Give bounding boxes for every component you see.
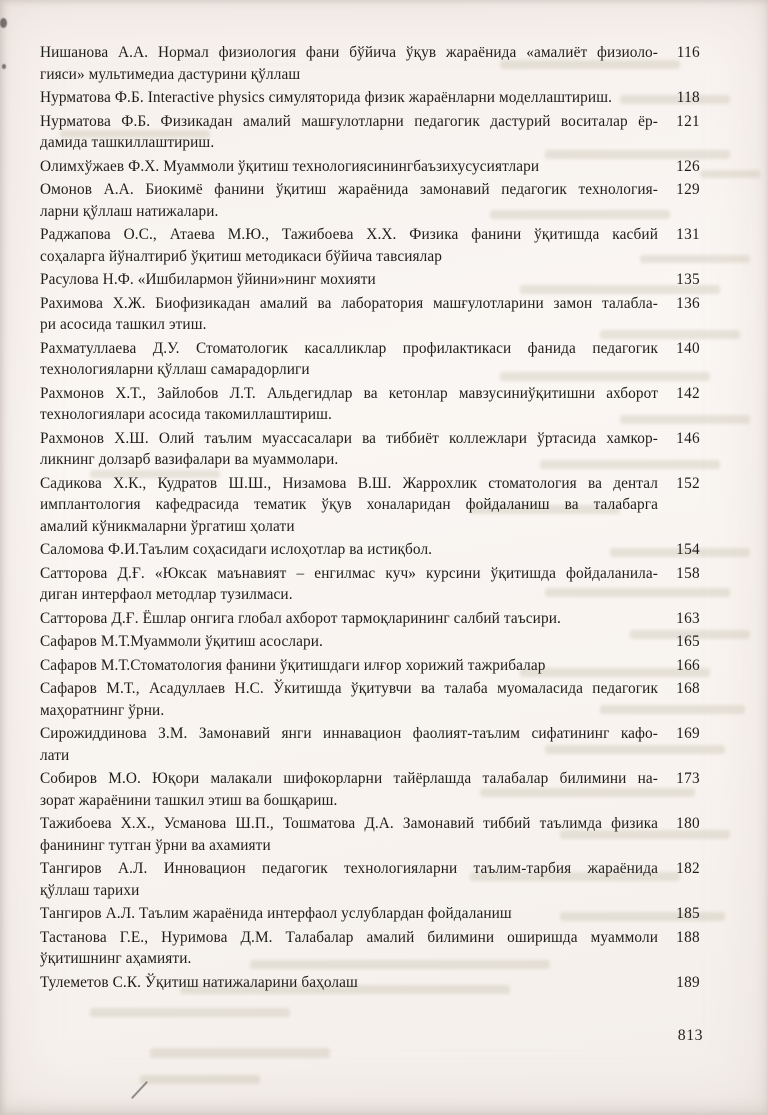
entry-line: Тангиров А.Л. Инновацион педагогик технологияларни таълим-тарбия жараёнида <box>40 860 658 877</box>
entry-line: Рахимова Х.Ж. Биофизикадан амалий ва лаборатория машғулотларини замон талабла- <box>40 294 658 312</box>
entry-line: ликнинг долзарб вазифалари ва муаммолари. <box>40 451 339 468</box>
entry-line: Нурматова Ф.Б. Interactive physics симуляторида физик жараёнларни моделлаштириш. <box>40 89 613 106</box>
entry-page-number: 136 <box>676 294 700 312</box>
entry-page-number: 180 <box>676 815 700 832</box>
entry-text <box>40 179 658 222</box>
entry-line: Расулова Н.Ф. «Ишбилармон ўйини»нинг мохияти <box>40 271 376 288</box>
entry-text <box>40 473 658 538</box>
entry-line: Раджапова О.С., Атаева М.Ю., Тажибоева Х.Х. Физика фанини ўқитишда касбий <box>40 226 658 243</box>
entry-line: Тангиров А.Л. Таълим жараёнида интерфаол услублардан фойдаланиш <box>40 905 512 922</box>
entry-page-number: 135 <box>676 271 700 288</box>
entry-text <box>40 631 658 653</box>
entry-line: ри асосида ташкил этиш. <box>40 316 207 333</box>
bleedthrough-artifact <box>140 1075 260 1084</box>
entry-line: технологияларни қўллаш самарадорлиги <box>40 361 310 378</box>
toc-entry <box>40 631 700 653</box>
entry-line: Сафаров М.Т.Муаммоли ўқитиш асослари. <box>40 633 323 650</box>
scan-speck <box>0 18 7 28</box>
entry-line: ларни қўллаш натижалари. <box>40 202 219 220</box>
entry-line: Собиров М.О. Юқори малакали шифокорларни тайёрлашда талабалар билимини на- <box>40 770 658 787</box>
entry-page-number: 168 <box>676 680 700 697</box>
entry-text <box>40 903 658 925</box>
entry-page-number: 169 <box>676 725 700 742</box>
entry-line: лати <box>40 746 70 764</box>
toc-entry <box>40 338 700 381</box>
entry-text <box>40 858 658 901</box>
entry-line: Сафаров М.Т.Стоматология фанини ўқитишдаги илғор хорижий тажрибалар <box>40 656 546 674</box>
entry-text <box>40 723 658 766</box>
bleedthrough-artifact <box>150 1048 330 1058</box>
entry-text <box>40 768 658 811</box>
entry-page-number: 140 <box>676 339 700 357</box>
toc-entry <box>40 224 700 267</box>
page-folio: 813 <box>677 1027 703 1044</box>
entry-page-number: 116 <box>676 44 700 61</box>
entry-line: Сатторова Д.Ғ. Ёшлар онгига глобал ахборот тармоқларининг салбий таъсири. <box>40 609 561 627</box>
entry-line: дамида ташкиллаштириш. <box>40 134 215 151</box>
entry-page-number: 185 <box>676 905 700 922</box>
entry-line: Саломова Ф.И.Таълим соҳасидаги ислоҳотлар ва истиқбол. <box>40 541 433 558</box>
entry-page-number: 163 <box>676 609 700 627</box>
toc-list <box>40 42 700 995</box>
entry-text <box>40 156 658 178</box>
toc-entry <box>40 813 700 856</box>
entry-line: соҳаларга йўналтириб ўқитиш методикаси бўйича тавсиялар <box>40 247 443 265</box>
toc-entry <box>40 111 700 154</box>
entry-line: Сафаров М.Т., Асадуллаев Н.С. Ўкитишда ўқитувчи ва талаба муомаласида педагогик <box>40 680 658 697</box>
entry-line: ўқитишнинг аҳамияти. <box>40 950 192 967</box>
entry-text <box>40 678 658 721</box>
toc-entry <box>40 269 700 291</box>
entry-page-number: 142 <box>676 384 700 402</box>
entry-line: Омонов А.А. Биокимё фанини ўқитиш жараёнида замонавий педагогик технология- <box>40 181 658 198</box>
entry-text <box>40 972 658 994</box>
toc-entry <box>40 563 700 606</box>
entry-page-number: 118 <box>676 89 700 106</box>
entry-line: Тулеметов С.К. Ўқитиш натижаларини баҳолаш <box>40 973 358 991</box>
entry-page-number: 188 <box>676 928 700 946</box>
entry-page-number: 158 <box>676 564 700 582</box>
toc-entry <box>40 473 700 538</box>
entry-line: Тажибоева Х.Х., Усманова Ш.П., Тошматова Д.А. Замонавий тиббий таълимда физика <box>40 815 658 832</box>
entry-line: Сирожиддинова З.М. Замонавий янги иннавацион фаолият-таълим сифатининг кафо- <box>40 725 658 742</box>
entry-line: Нурматова Ф.Б. Физикадан амалий машғулотларни педагогик дастурий воситалар ёр- <box>40 112 658 130</box>
entry-line: Олимхўжаев Ф.Х. Муаммоли ўқитиш технологиясинингбаъзихусусиятлари <box>40 157 540 175</box>
entry-page-number: 129 <box>676 181 700 198</box>
entry-text <box>40 383 658 426</box>
entry-line: имплантология кафедрасида тематик ўқув хоналаридан фойдаланиш ва талабарга <box>40 496 658 513</box>
toc-entry <box>40 293 700 336</box>
toc-entry <box>40 539 700 561</box>
entry-page-number: 152 <box>676 474 700 492</box>
toc-entry <box>40 655 700 677</box>
bleedthrough-artifact <box>700 170 760 178</box>
toc-entry <box>40 768 700 811</box>
toc-entry <box>40 678 700 721</box>
entry-page-number: 173 <box>676 770 700 787</box>
entry-line: гияси» мультимедиа дастурини қўллаш <box>40 65 301 83</box>
entry-line: Садикова Х.К., Кудратов Ш.Ш., Низамова В.Ш. Жаррохлик стоматология ва дентал <box>40 474 658 492</box>
entry-line: диган интерфаол методлар тузилмаси. <box>40 586 293 603</box>
entry-page-number: 166 <box>676 656 700 674</box>
entry-text <box>40 224 658 267</box>
entry-text <box>40 539 658 561</box>
entry-text <box>40 338 658 381</box>
entry-text <box>40 428 658 471</box>
toc-entry <box>40 608 700 630</box>
entry-page-number: 182 <box>676 860 700 877</box>
toc-entry <box>40 42 700 85</box>
entry-line: фанининг тутган ўрни ва ахамияти <box>40 836 271 854</box>
entry-line: Рахмонов Х.Т., Зайлобов Л.Т. Альдегидлар ва кетонлар мавзусиниўқитишни ахборот <box>40 384 658 402</box>
entry-page-number: 189 <box>676 973 700 991</box>
toc-entry <box>40 179 700 222</box>
entry-text <box>40 655 658 677</box>
entry-text <box>40 87 658 109</box>
toc-entry <box>40 428 700 471</box>
entry-line: Тастанова Г.Е., Нуримова Д.М. Талабалар амалий билимини оширишда муаммоли <box>40 928 658 946</box>
entry-text <box>40 563 658 606</box>
entry-page-number: 126 <box>676 157 700 175</box>
toc-entry <box>40 903 700 925</box>
entry-line: зорат жараёнини ташкил этиш ва бошқариш. <box>40 791 338 809</box>
entry-text <box>40 293 658 336</box>
entry-line: технологиялари асосида такомиллаштириш. <box>40 406 332 423</box>
entry-line: Рахмонов Х.Ш. Олий таълим муассасалари ва тиббиёт коллежлари ўртасида хамкор- <box>40 429 658 447</box>
entry-text <box>40 927 658 970</box>
toc-entry <box>40 87 700 109</box>
entry-page-number: 165 <box>676 633 700 650</box>
toc-entry <box>40 858 700 901</box>
entry-page-number: 146 <box>676 429 700 447</box>
bleedthrough-artifact <box>90 1008 290 1017</box>
entry-line: амалий кўникмаларни ўргатиш ҳолати <box>40 517 295 535</box>
entry-line: қўллаш тарихи <box>40 881 140 899</box>
entry-text <box>40 813 658 856</box>
toc-entry <box>40 723 700 766</box>
entry-line: маҳоратнинг ўрни. <box>40 701 165 719</box>
scan-speck <box>2 64 6 69</box>
entry-text <box>40 269 658 291</box>
entry-text <box>40 42 658 85</box>
entry-text <box>40 111 658 154</box>
toc-entry <box>40 972 700 994</box>
entry-line: Нишанова А.А. Нормал физиология фани бўйича ўқув жараёнида «амалиёт физиоло- <box>40 44 658 61</box>
entry-page-number: 121 <box>676 112 700 130</box>
toc-entry <box>40 927 700 970</box>
entry-text <box>40 608 658 630</box>
entry-line: Сатторова Д.Ғ. «Юксак маънавият – енгилмас куч» курсини ўқитишда фойдаланила- <box>40 564 658 582</box>
toc-entry <box>40 156 700 178</box>
entry-page-number: 131 <box>676 226 700 243</box>
toc-entry <box>40 383 700 426</box>
pen-mark <box>131 1081 148 1099</box>
entry-page-number: 154 <box>676 541 700 558</box>
entry-line: Рахматуллаева Д.У. Стоматологик касалликлар профилактикаси фанида педагогик <box>40 339 658 357</box>
